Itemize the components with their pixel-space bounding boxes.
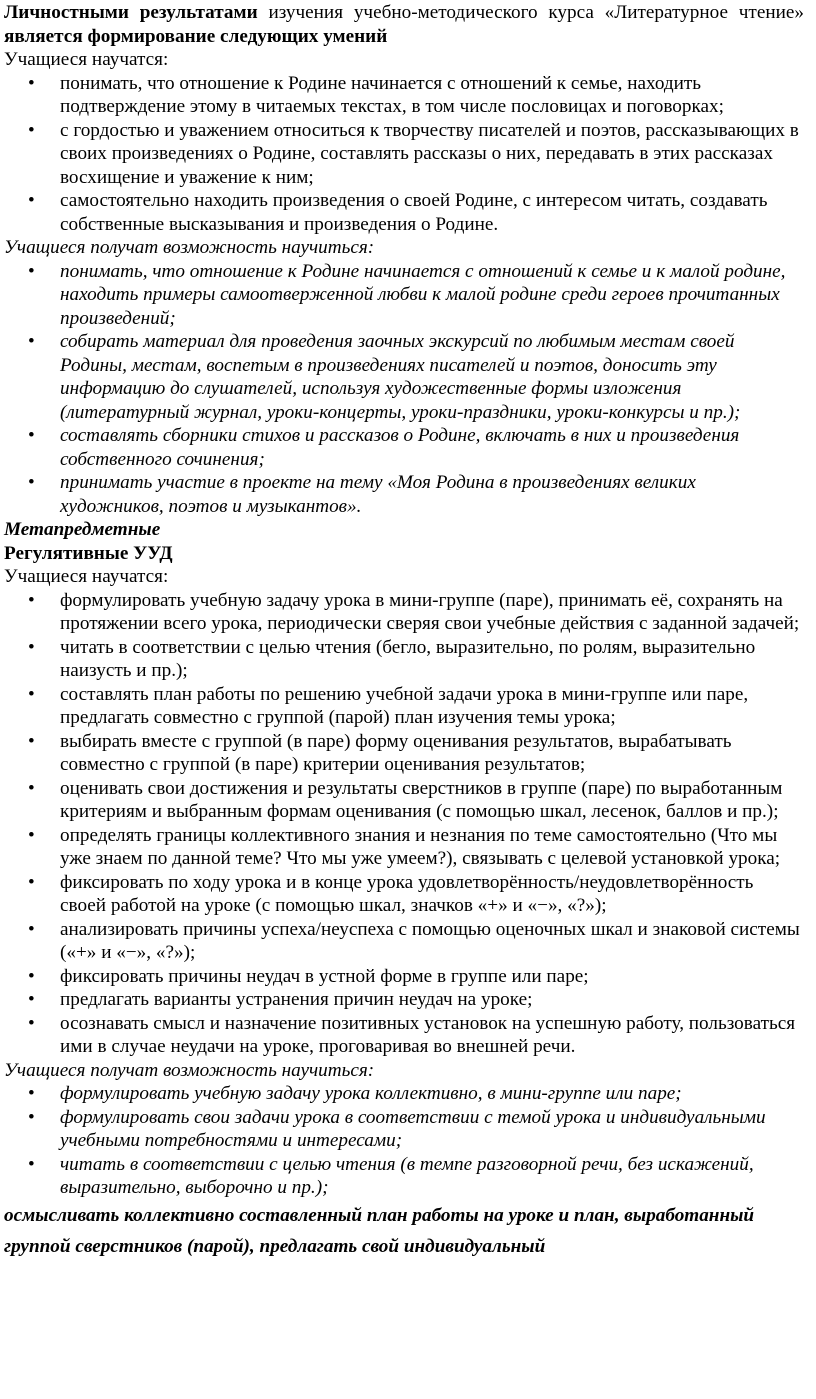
list-item: • фиксировать причины неудач в устной форме в группе или паре; bbox=[4, 965, 804, 989]
list-item: • собирать материал для проведения заочных экскурсий по любимым местам своей Родины, местам, воспетым в произведениях писателей и поэтов, доносить эту информацию до слушателей, используя художественные формы изложения (литературный журнал, уроки-концерты, уроки-праздники, уроки-конкурсы и пр.); bbox=[4, 330, 804, 424]
list-item: • самостоятельно находить произведения о своей Родине, с интересом читать, создавать собственные высказывания и произведения о Родине. bbox=[4, 189, 804, 236]
list-item: • определять границы коллективного знания и незнания по теме самостоятельно (Что мы уже знаем по данной теме? Что мы уже умеем?), связывать с целевой установкой урока; bbox=[4, 824, 804, 871]
list-item: • принимать участие в проекте на тему «Моя Родина в произведениях великих художников, поэтов и музыкантов». bbox=[4, 471, 804, 518]
list-item: • составлять план работы по решению учебной задачи урока в мини-группе или паре, предлагать совместно с группой (парой) план изучения темы урока; bbox=[4, 683, 804, 730]
list-item: • с гордостью и уважением относиться к творчеству писателей и поэтов, рассказывающих в своих произведениях о Родине, составлять рассказы о них, передавать в этих рассказах восхищение и уважение к ним; bbox=[4, 119, 804, 190]
intro-bold-term: Личностными результатами bbox=[4, 2, 258, 23]
list-item: • понимать, что отношение к Родине начинается с отношений к семье и к малой родине, находить примеры самоотверженной любви к малой родине среди героев прочитанных произведений; bbox=[4, 260, 804, 331]
list-item: • формулировать учебную задачу урока коллективно, в мини-группе или паре; bbox=[4, 1082, 804, 1106]
list-item: • фиксировать по ходу урока и в конце урока удовлетворённость/неудовлетворённость своей работой на уроке (с помощью шкал, значков «+» и «−», «?»); bbox=[4, 871, 804, 918]
personal-opportunity-list bbox=[4, 260, 804, 519]
list-item: • выбирать вместе с группой (в паре) форму оценивания результатов, вырабатывать совместно с группой (в паре) критерии оценивания результатов; bbox=[4, 730, 804, 777]
list-item: • анализировать причины успеха/неуспеха с помощью оценочных шкал и знаковой системы («+» и «−», «?»); bbox=[4, 918, 804, 965]
list-item: • читать в соответствии с целью чтения (в темпе разговорной речи, без искажений, выразительно, выборочно и пр.); bbox=[4, 1153, 804, 1200]
meta-heading: Метапредметные bbox=[4, 519, 161, 540]
list-item: • формулировать свои задачи урока в соответствии с темой урока и индивидуальными учебными потребностями и интересами; bbox=[4, 1106, 804, 1153]
list-item: • осознавать смысл и назначение позитивных установок на успешную работу, пользоваться ими в случае неудачи на уроке, проговаривая во внешней речи. bbox=[4, 1012, 804, 1059]
list-item: • составлять сборники стихов и рассказов о Родине, включать в них и произведения собственного сочинения; bbox=[4, 424, 804, 471]
meta-learn-heading: Учащиеся научатся: bbox=[4, 566, 169, 587]
closing-line-2: группой сверстников (парой), предлагать свой индивидуальный bbox=[4, 1235, 546, 1257]
list-item: • понимать, что отношение к Родине начинается с отношений к семье, находить подтверждение этому в читаемых текстах, в том числе пословицах и поговорках; bbox=[4, 72, 804, 119]
list-item: • формулировать учебную задачу урока в мини-группе (паре), принимать её, сохранять на протяжении всего урока, периодически сверяя свои учебные действия с заданной задачей; bbox=[4, 589, 804, 636]
personal-learn-list bbox=[4, 72, 804, 237]
intro-paragraph bbox=[4, 1, 804, 48]
intro-bold-tail: является формирование следующих умений bbox=[4, 25, 388, 47]
meta-learn-list bbox=[4, 589, 804, 1059]
closing-line-1: осмысливать коллективно составленный план работы на уроке и план, выработанный bbox=[4, 1204, 755, 1226]
list-item: • предлагать варианты устранения причин неудач на уроке; bbox=[4, 988, 804, 1012]
list-item: • оценивать свои достижения и результаты сверстников в группе (паре) по выработанным критериям и выбранным формам оценивания (с помощью шкал, лесенок, баллов и пр.); bbox=[4, 777, 804, 824]
list-item: • читать в соответствии с целью чтения (бегло, выразительно, по ролям, выразительно наизусть и пр.); bbox=[4, 636, 804, 683]
meta-opportunity-list bbox=[4, 1082, 804, 1200]
intro-text: изучения учебно-методического курса «Литературное чтение» bbox=[257, 2, 804, 23]
regulative-heading: Регулятивные УУД bbox=[4, 542, 173, 564]
meta-opportunity-heading: Учащиеся получат возможность научиться: bbox=[4, 1059, 375, 1081]
personal-opportunity-heading: Учащиеся получат возможность научиться: bbox=[4, 237, 375, 258]
personal-learn-heading: Учащиеся научатся: bbox=[4, 49, 169, 70]
closing-paragraph bbox=[4, 1200, 804, 1262]
